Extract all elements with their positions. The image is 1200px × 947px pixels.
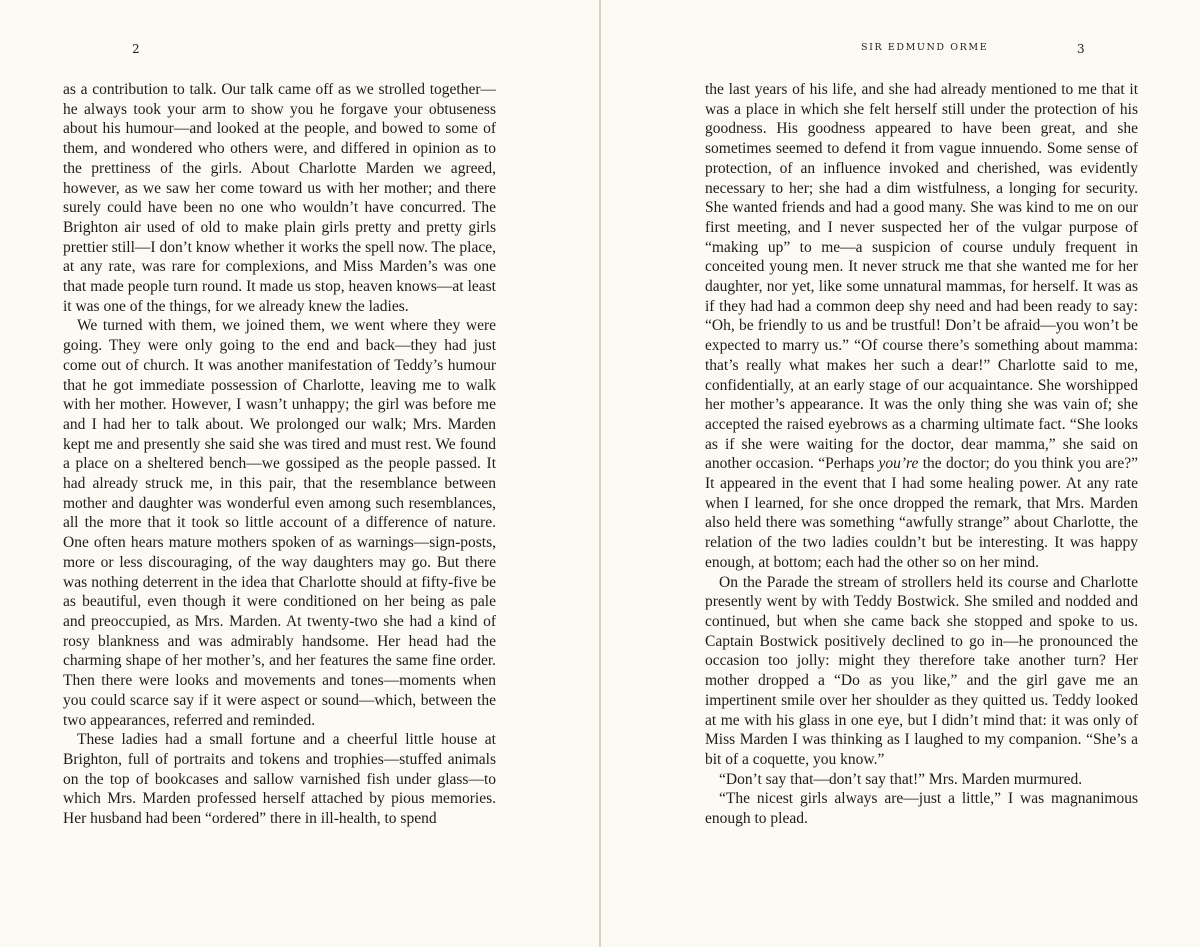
paragraph [705, 80, 1138, 573]
paragraph: These ladies had a small fortune and a cheerful little house at Brighton, full of portraits and tokens and trophies—stuffed animals on the top of bookcases and sallow varnished fish under glass—to which Mrs. Marden professed herself attached by pious memories. Her husband had been “ordered” there in ill-health, to spend [63, 731, 496, 828]
left-page [0, 0, 599, 947]
paragraph: On the Parade the stream of strollers held its course and Charlotte presently went by with Teddy Bostwick. She smiled and nodded and continued, but when she came back she stopped and spoke to us. Captain Bostwick positively declined to go in—he pronounced the occasion too jolly: might they therefore take another turn? Her mother dropped a “Do as you like,” and the girl gave me an impertinent smile over her shoulder as they quitted us. Teddy looked at me with his glass in one eye, but I didn’t mind that: it was only of Miss Marden I was thinking as I laughed to my companion. “She’s a bit of a coquette, you know.” [705, 573, 1138, 768]
paragraph: as a contribution to talk. Our talk came off as we strolled together—he always took your arm to show you he forgave your obtuseness about his humour—and looked at the people, and bowed to some of them, and wondered who others were, and differed in opinion as to the prettiness of the girls. About Charlotte Marden we agreed, however, as we saw her come toward us with her mother; and there surely could have been no one who wouldn’t have concurred. The Brighton air used of old to make plain girls pretty and pretty girls prettier still—I don’t know whether it works the spell now. The place, at any rate, was rare for complexions, and Miss Marden’s was one that made people turn round. It made us stop, heaven knows—at least it was one of the things, for we already knew the ladies. [63, 81, 496, 315]
right-page-body [705, 80, 1138, 829]
right-page [601, 0, 1200, 947]
paragraph-text: the doctor; do you think you are?” It appeared in the event that I had some healing power. At any rate when I learned, for she once dropped the remark, that Mrs. Marden also held there was something “awfully strange” about Charlotte, the relation of the two ladies couldn’t but be interesting. It was happy enough, at bottom; each had the other so on her mind. [705, 455, 1138, 571]
left-page-body [63, 80, 496, 829]
emphasis-text: you’re [878, 455, 919, 473]
paragraph-text: the last years of his life, and she had already mentioned to me that it was a place in which she felt herself still under the protection of his goodness. His goodness appeared to have been great, and she sometimes seemed to defend it from vague innuendo. Some sense of protection, of an influence invoked and cherished, was evidently necessary to her; she had a dim wistfulness, a longing for security. She wanted friends and had a good many. She was kind to me on our first meeting, and I never suspected her of the vulgar purpose of “making up” to me—a suspicion of course unduly frequent in conceited young men. It never struck me that she wanted me for her daughter, nor yet, like some unnatural mammas, for herself. It was as if they had had a common deep shy need and had been ready to say: “Oh, be friendly to us and be trustful! Don’t be afraid—you won’t be expected to marry us.” “Of course there’s something about mamma: that’s really what makes her such a dear!” Charlotte said to me, confidentially, at an early stage of our acquaintance. She worshipped her mother’s appearance. It was the only thing she was vain of; she accepted the raised eyebrows as a charming ultimate fact. “She looks as if she were waiting for the doctor, dear mamma,” she said on another occasion. “Perhaps [705, 81, 1138, 473]
paragraph: We turned with them, we joined them, we went where they were going. They were only going to the end and back—they had just come out of church. It was another manifestation of Teddy’s humour that he got immediate possession of Charlotte, leaving me to walk with her mother. However, I wasn’t unhappy; the girl was before me and I had her to talk about. We prolonged our walk; Mrs. Marden kept me and presently she said she was tired and must rest. We found a place on a sheltered bench—we gossiped as the people passed. It had already struck me, in this pair, that the resemblance between mother and daughter was wonderful even among such resemblances, all the more that it took so little account of a difference of nature. One often hears mature mothers spoken of as warnings—sign-posts, more or less discouraging, of the way daughters may go. But there was nothing deterrent in the idea that Charlotte should at fifty-five be as beautiful, even though it were conditioned on her being as pale and preoccupied, as Mrs. Marden. At twenty-two she had a kind of rosy blankness and was admirably handsome. Her head had the charming shape of her mother’s, and her features the same fine order. Then there were looks and movements and tones—moments when you could scarce say if it were aspect or sound—which, between the two appearances, referred and reminded. [63, 317, 496, 729]
running-head: SIR EDMUND ORME [861, 42, 989, 53]
page-number-left: 2 [132, 42, 140, 56]
page-number-right: 3 [1077, 42, 1085, 56]
paragraph: “Don’t say that—don’t say that!” Mrs. Marden murmured. [719, 770, 1083, 788]
paragraph: “The nicest girls always are—just a little,” I was magnanimous enough to plead. [705, 790, 1138, 828]
